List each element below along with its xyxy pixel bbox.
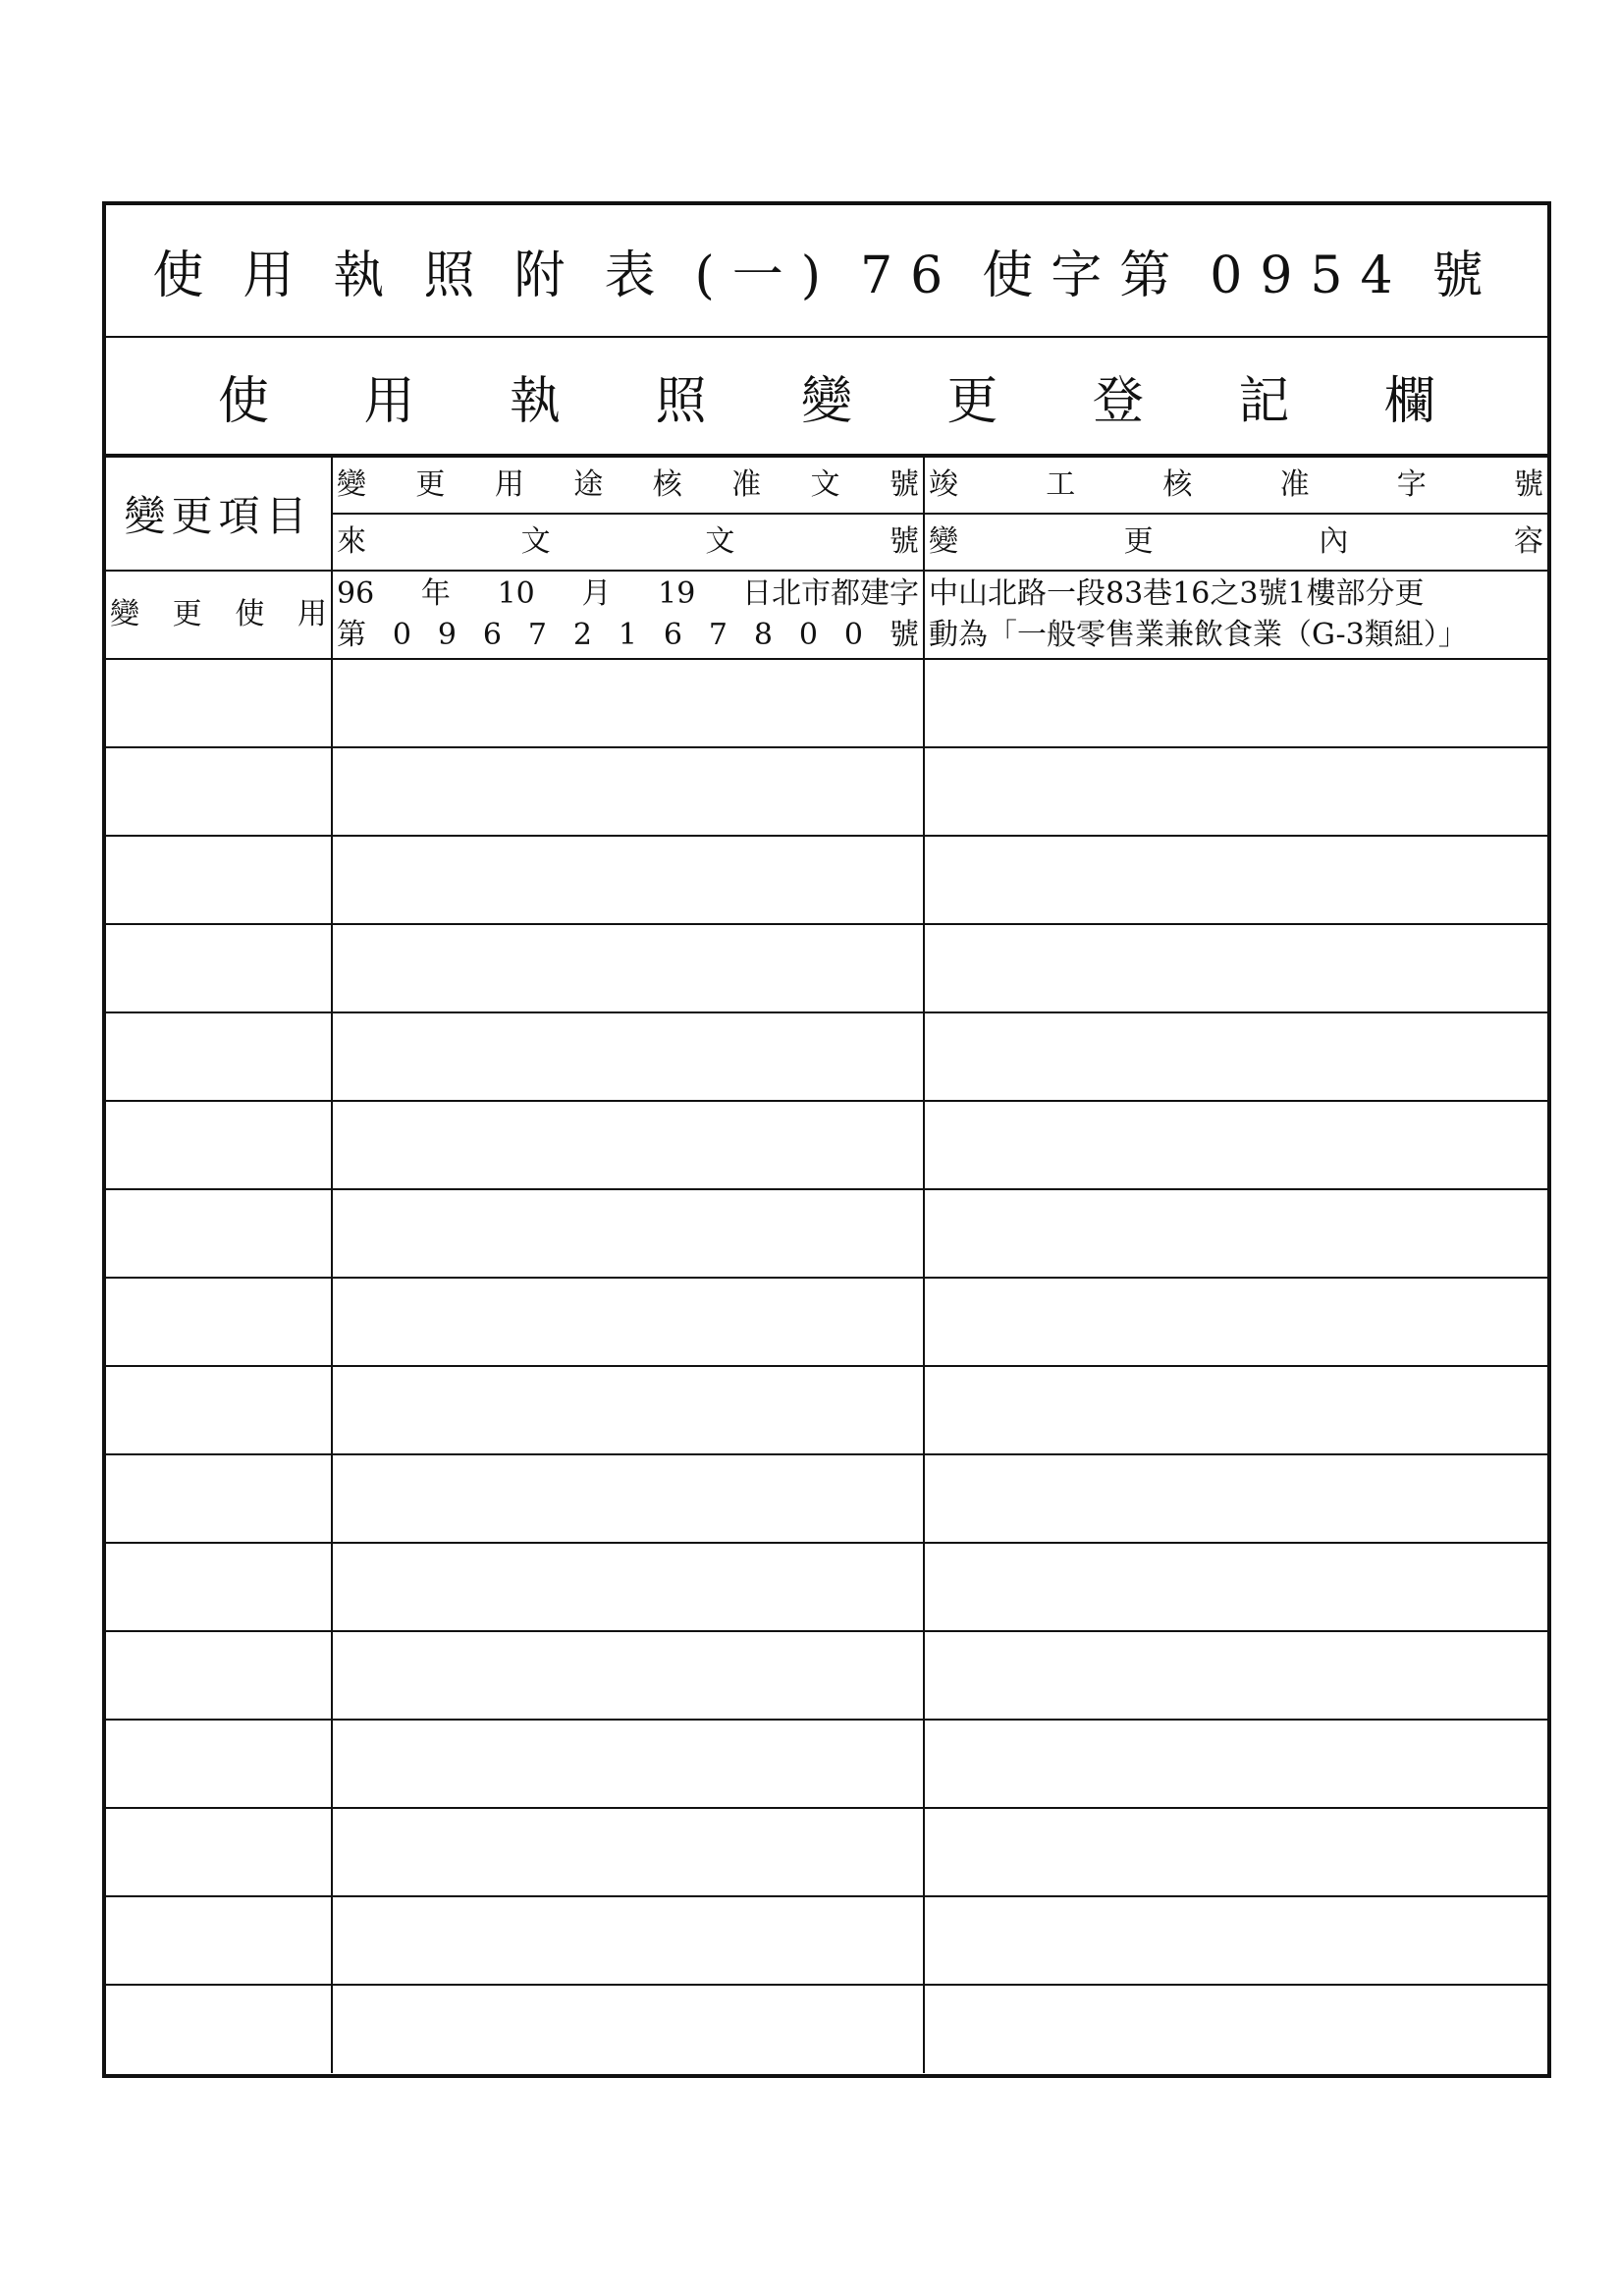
- approval-doc-header: [332, 457, 924, 514]
- header-char: 字: [1396, 467, 1427, 502]
- empty-row: [106, 1631, 1547, 1720]
- doc-char: 0: [843, 618, 863, 652]
- doc-char: 號: [889, 618, 919, 652]
- empty-row: [106, 1366, 1547, 1454]
- title-char: 附: [513, 246, 583, 305]
- empty-row: [106, 1985, 1547, 2073]
- empty-cell: [332, 1808, 924, 1896]
- empty-cell: [106, 1101, 332, 1189]
- header-char: 文: [705, 524, 735, 559]
- empty-cell: [106, 1278, 332, 1366]
- section-title: [106, 338, 1547, 456]
- empty-cell: [924, 1631, 1547, 1720]
- header-char: 途: [573, 467, 604, 502]
- header-char: 文: [520, 524, 551, 559]
- form-title: [106, 205, 1547, 338]
- completion-approval-header: [924, 457, 1547, 514]
- header-char: 准: [731, 467, 762, 502]
- header-char: 竣: [929, 467, 958, 502]
- empty-cell: [106, 924, 332, 1012]
- empty-cell: [924, 747, 1547, 836]
- subtitle-char: 照: [655, 371, 707, 431]
- empty-cell: [332, 1631, 924, 1720]
- empty-row: [106, 747, 1547, 836]
- empty-cell: [106, 1454, 332, 1543]
- header-char: 容: [1513, 524, 1543, 559]
- doc-char: 月: [581, 576, 612, 611]
- empty-cell: [924, 1896, 1547, 1985]
- title-char: 使: [152, 246, 222, 305]
- empty-row: [106, 1454, 1547, 1543]
- title-char: 76: [860, 246, 961, 305]
- empty-cell: [106, 659, 332, 747]
- empty-row: [106, 1278, 1547, 1366]
- subtitle-char: 更: [946, 371, 998, 431]
- empty-cell: [924, 659, 1547, 747]
- doc-char: 年: [420, 576, 451, 611]
- empty-cell: [332, 1454, 924, 1543]
- header-row-top: [106, 457, 1547, 514]
- row-doc-cell: [332, 571, 924, 659]
- header-char: 用: [494, 467, 524, 502]
- change-content-header: [924, 514, 1547, 571]
- subtitle-char: 執: [509, 371, 561, 431]
- empty-row: [106, 1808, 1547, 1896]
- doc-char: 6: [663, 618, 682, 652]
- row-content-cell: [924, 571, 1547, 659]
- title-char: 照: [423, 246, 493, 305]
- empty-cell: [924, 1720, 1547, 1808]
- content-line-1: 中山北路一段83巷16之3號1樓部分更: [929, 576, 1425, 611]
- doc-char: 1: [618, 618, 637, 652]
- empty-cell: [332, 747, 924, 836]
- empty-cell: [332, 1543, 924, 1631]
- title-char: 號: [1431, 246, 1501, 305]
- header-char: 變: [929, 524, 958, 559]
- empty-cell: [332, 1189, 924, 1278]
- empty-cell: [106, 747, 332, 836]
- title-char: 表: [604, 246, 674, 305]
- empty-cell: [106, 1808, 332, 1896]
- empty-cell: [106, 1012, 332, 1101]
- item-char: 使: [235, 597, 265, 631]
- header-char: 來: [337, 524, 366, 559]
- empty-cell: [106, 1189, 332, 1278]
- header-char: 工: [1046, 467, 1076, 502]
- empty-cell: [332, 1896, 924, 1985]
- empty-cell: [106, 1896, 332, 1985]
- doc-char: 10: [497, 576, 535, 611]
- header-char: 內: [1319, 524, 1349, 559]
- empty-cell: [924, 1101, 1547, 1189]
- header-char: 更: [415, 467, 446, 502]
- item-char: 用: [297, 597, 327, 631]
- doc-char: 96: [337, 576, 375, 611]
- row-item-cell: [106, 571, 332, 659]
- empty-cell: [106, 1631, 332, 1720]
- empty-cell: [924, 836, 1547, 924]
- header-char: 文: [810, 467, 840, 502]
- header-char: 變: [337, 467, 366, 502]
- doc-char: 第: [337, 618, 366, 652]
- title-char: 0954: [1210, 246, 1411, 305]
- empty-cell: [106, 1985, 332, 2073]
- title-char: 用: [243, 246, 312, 305]
- item-header: 變更項目: [106, 457, 332, 571]
- empty-cell: [924, 1454, 1547, 1543]
- empty-cell: [924, 1366, 1547, 1454]
- empty-cell: [332, 924, 924, 1012]
- empty-row: [106, 1101, 1547, 1189]
- empty-row: [106, 1720, 1547, 1808]
- subtitle-char: 記: [1238, 371, 1290, 431]
- doc-char: 19: [658, 576, 696, 611]
- form-title-text: [152, 234, 1500, 307]
- section-title-text: [218, 359, 1435, 433]
- empty-cell: [924, 1543, 1547, 1631]
- empty-cell: [332, 1985, 924, 2073]
- doc-char: 2: [572, 618, 592, 652]
- doc-char: 7: [708, 618, 728, 652]
- subtitle-char: 使: [218, 371, 270, 431]
- empty-cell: [924, 1985, 1547, 2073]
- form-frame: [102, 201, 1551, 2078]
- empty-cell: [332, 1012, 924, 1101]
- empty-row: [106, 659, 1547, 747]
- doc-char: 0: [798, 618, 818, 652]
- doc-char: 0: [392, 618, 411, 652]
- subtitle-char: 欄: [1383, 371, 1435, 431]
- header-char: 號: [889, 524, 919, 559]
- header-char: 號: [889, 467, 919, 502]
- content-line-2: 動為「一般零售業兼飲食業（G-3類組）」: [929, 618, 1468, 652]
- subtitle-char: 用: [363, 371, 415, 431]
- title-char: 執: [333, 246, 403, 305]
- header-char: 號: [1513, 467, 1543, 502]
- change-register-table: [106, 456, 1547, 2073]
- empty-cell: [332, 1366, 924, 1454]
- table-row: [106, 571, 1547, 659]
- empty-cell: [106, 1720, 332, 1808]
- empty-cell: [924, 1189, 1547, 1278]
- empty-cell: [332, 1101, 924, 1189]
- header-char: 核: [652, 467, 682, 502]
- empty-row: [106, 1896, 1547, 1985]
- title-char: (一): [694, 246, 839, 305]
- empty-cell: [924, 924, 1547, 1012]
- empty-cell: [924, 1012, 1547, 1101]
- empty-cell: [106, 1543, 332, 1631]
- subtitle-char: 變: [800, 371, 852, 431]
- title-char: 使字第: [982, 246, 1189, 305]
- empty-row: [106, 836, 1547, 924]
- item-char: 更: [172, 597, 202, 631]
- empty-row: [106, 1543, 1547, 1631]
- doc-char: 9: [437, 618, 457, 652]
- empty-cell: [924, 1278, 1547, 1366]
- empty-cell: [106, 836, 332, 924]
- subtitle-char: 登: [1092, 371, 1144, 431]
- empty-cell: [106, 1366, 332, 1454]
- header-char: 核: [1162, 467, 1193, 502]
- doc-char: 日北市都建字: [742, 576, 919, 611]
- doc-char: 6: [482, 618, 502, 652]
- empty-cell: [332, 1278, 924, 1366]
- doc-char: 7: [527, 618, 547, 652]
- empty-cell: [332, 1720, 924, 1808]
- empty-row: [106, 1012, 1547, 1101]
- empty-cell: [332, 836, 924, 924]
- empty-row: [106, 924, 1547, 1012]
- empty-row: [106, 1189, 1547, 1278]
- empty-cell: [924, 1808, 1547, 1896]
- doc-char: 8: [753, 618, 773, 652]
- item-char: 變: [110, 597, 139, 631]
- incoming-doc-header: [332, 514, 924, 571]
- empty-cell: [332, 659, 924, 747]
- header-char: 更: [1123, 524, 1154, 559]
- header-char: 准: [1279, 467, 1310, 502]
